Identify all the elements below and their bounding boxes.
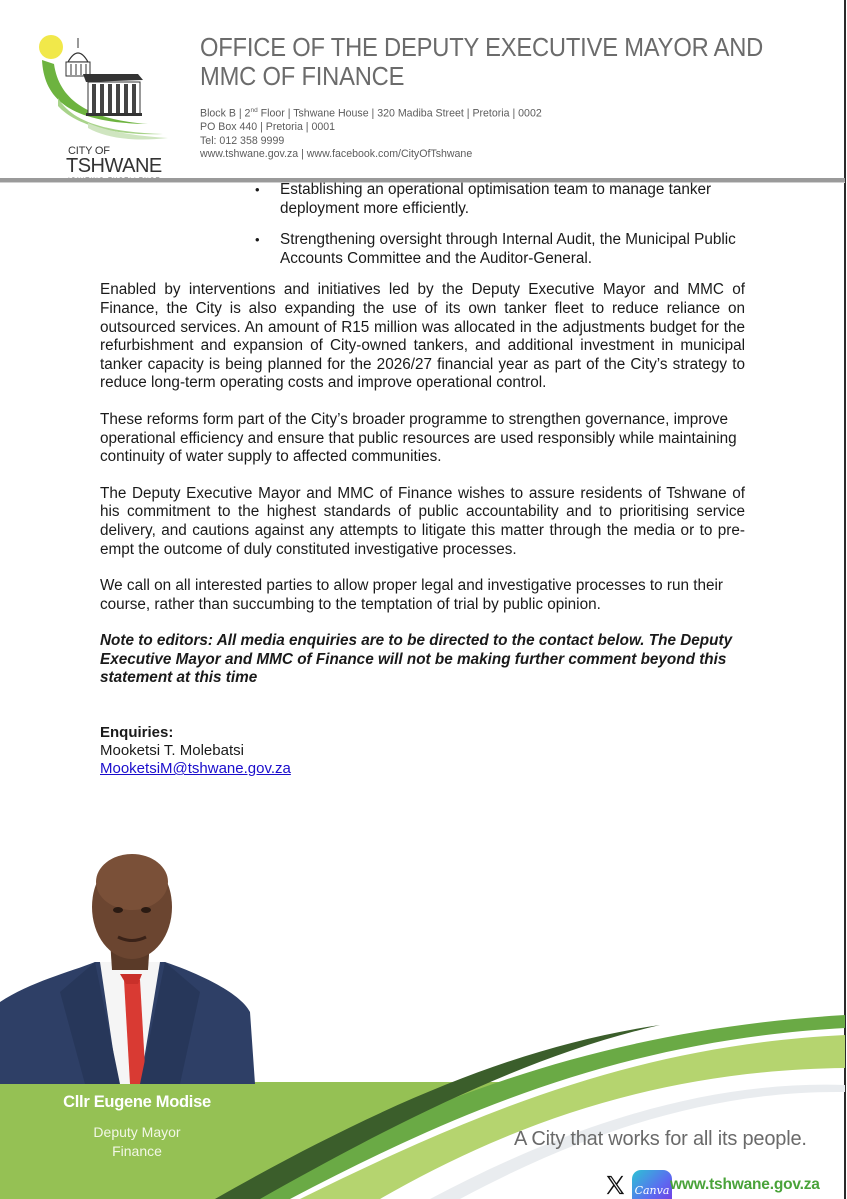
note-to-editors: Note to editors: All media enquiries are to be directed to the contact below. The Deputy Executive Mayor and MMC of Finance will not be making further comment beyond this statement at this time bbox=[100, 632, 733, 687]
enquiries-block bbox=[100, 724, 745, 779]
address-tel: Tel: 012 358 9999 bbox=[200, 134, 285, 147]
website-link[interactable]: www.tshwane.gov.za bbox=[670, 1176, 820, 1193]
official-role bbox=[42, 1123, 232, 1161]
address-line1-post: Floor | Tshwane House | 320 Madiba Street | Pretoria | 0002 bbox=[257, 107, 542, 120]
x-twitter-icon[interactable] bbox=[604, 1174, 626, 1196]
office-title bbox=[200, 34, 777, 92]
logo-city-of: CITY OF bbox=[68, 145, 110, 157]
footer-banner bbox=[0, 830, 845, 1199]
official-role-title: Deputy Mayor bbox=[93, 1124, 181, 1140]
official-role-portfolio: Finance bbox=[112, 1143, 162, 1159]
statement-body bbox=[100, 180, 745, 779]
paragraph-reforms: These reforms form part of the City’s broader programme to strengthen governance, improve operational efficiency and ensure that public resources are used responsibly while maintaining continuity of water supply to affected communities. bbox=[100, 410, 737, 466]
paragraph-call: We call on all interested parties to allow proper legal and investigative processes to run their course, rather than succumbing to the temptation of trial by public opinion. bbox=[100, 577, 723, 613]
letterhead bbox=[0, 0, 845, 178]
official-portrait bbox=[0, 852, 255, 1084]
address-line1 bbox=[200, 104, 542, 121]
city-of-tshwane-logo bbox=[28, 28, 173, 177]
bullet-list bbox=[255, 181, 745, 268]
enquiries-label: Enquiries: bbox=[100, 724, 174, 742]
official-name: Cllr Eugene Modise bbox=[63, 1093, 211, 1111]
address-line2: PO Box 440 | Pretoria | 0001 bbox=[200, 121, 336, 134]
enquiries-contact-name: Mooketsi T. Molebatsi bbox=[100, 742, 244, 760]
bullet-item: • Strengthening oversight through Internal Audit, the Municipal Public Accounts Committee and the Auditor-General. bbox=[255, 231, 745, 268]
portrait-photo-icon bbox=[0, 852, 255, 1084]
office-address bbox=[200, 104, 542, 162]
address-line1-sup: nd bbox=[250, 107, 258, 114]
enquiries-email-link[interactable]: MooketsiM@tshwane.gov.za bbox=[100, 760, 291, 778]
address-line1-pre: Block B | 2 bbox=[200, 107, 251, 120]
paragraph-tanker-fleet: Enabled by interventions and initiatives led by the Deputy Executive Mayor and MMC of Finance, the City is also expanding the use of its own tanker fleet to reduce reliance on outsourced services. An amount of R15 million was allocated in the adjustments budget for the refurbishment and expansion of City-owned tankers, and additional investment in municipal tanker capacity is being planned for the 2026/27 financial year as part of the City’s strategy to reduce long-term operating costs and improve operational control. bbox=[100, 281, 745, 392]
address-web: www.tshwane.gov.za | www.facebook.com/CityOfTshwane bbox=[200, 148, 473, 161]
canva-icon[interactable]: Canva bbox=[632, 1170, 672, 1199]
office-title-line1: OFFICE OF THE DEPUTY EXECUTIVE MAYOR AND bbox=[200, 34, 764, 62]
logo-tshwane: TSHWANE bbox=[66, 155, 162, 177]
bullet-item: • Establishing an operational optimisation team to manage tanker deployment more efficiently. bbox=[255, 181, 745, 218]
city-slogan: A City that works for all its people. bbox=[514, 1128, 807, 1150]
social-links bbox=[604, 1172, 820, 1198]
city-hall-logo-icon bbox=[28, 28, 173, 158]
paragraph-assurance: The Deputy Executive Mayor and MMC of Finance wishes to assure residents of Tshwane of his commitment to the highest standards of public accountability and to prioritising service delivery, and cautions against any attempts to litigate this matter through the media or to pre-empt the outcome of duly constituted investigative processes. bbox=[100, 484, 745, 558]
office-title-line2: MMC OF FINANCE bbox=[200, 63, 405, 91]
